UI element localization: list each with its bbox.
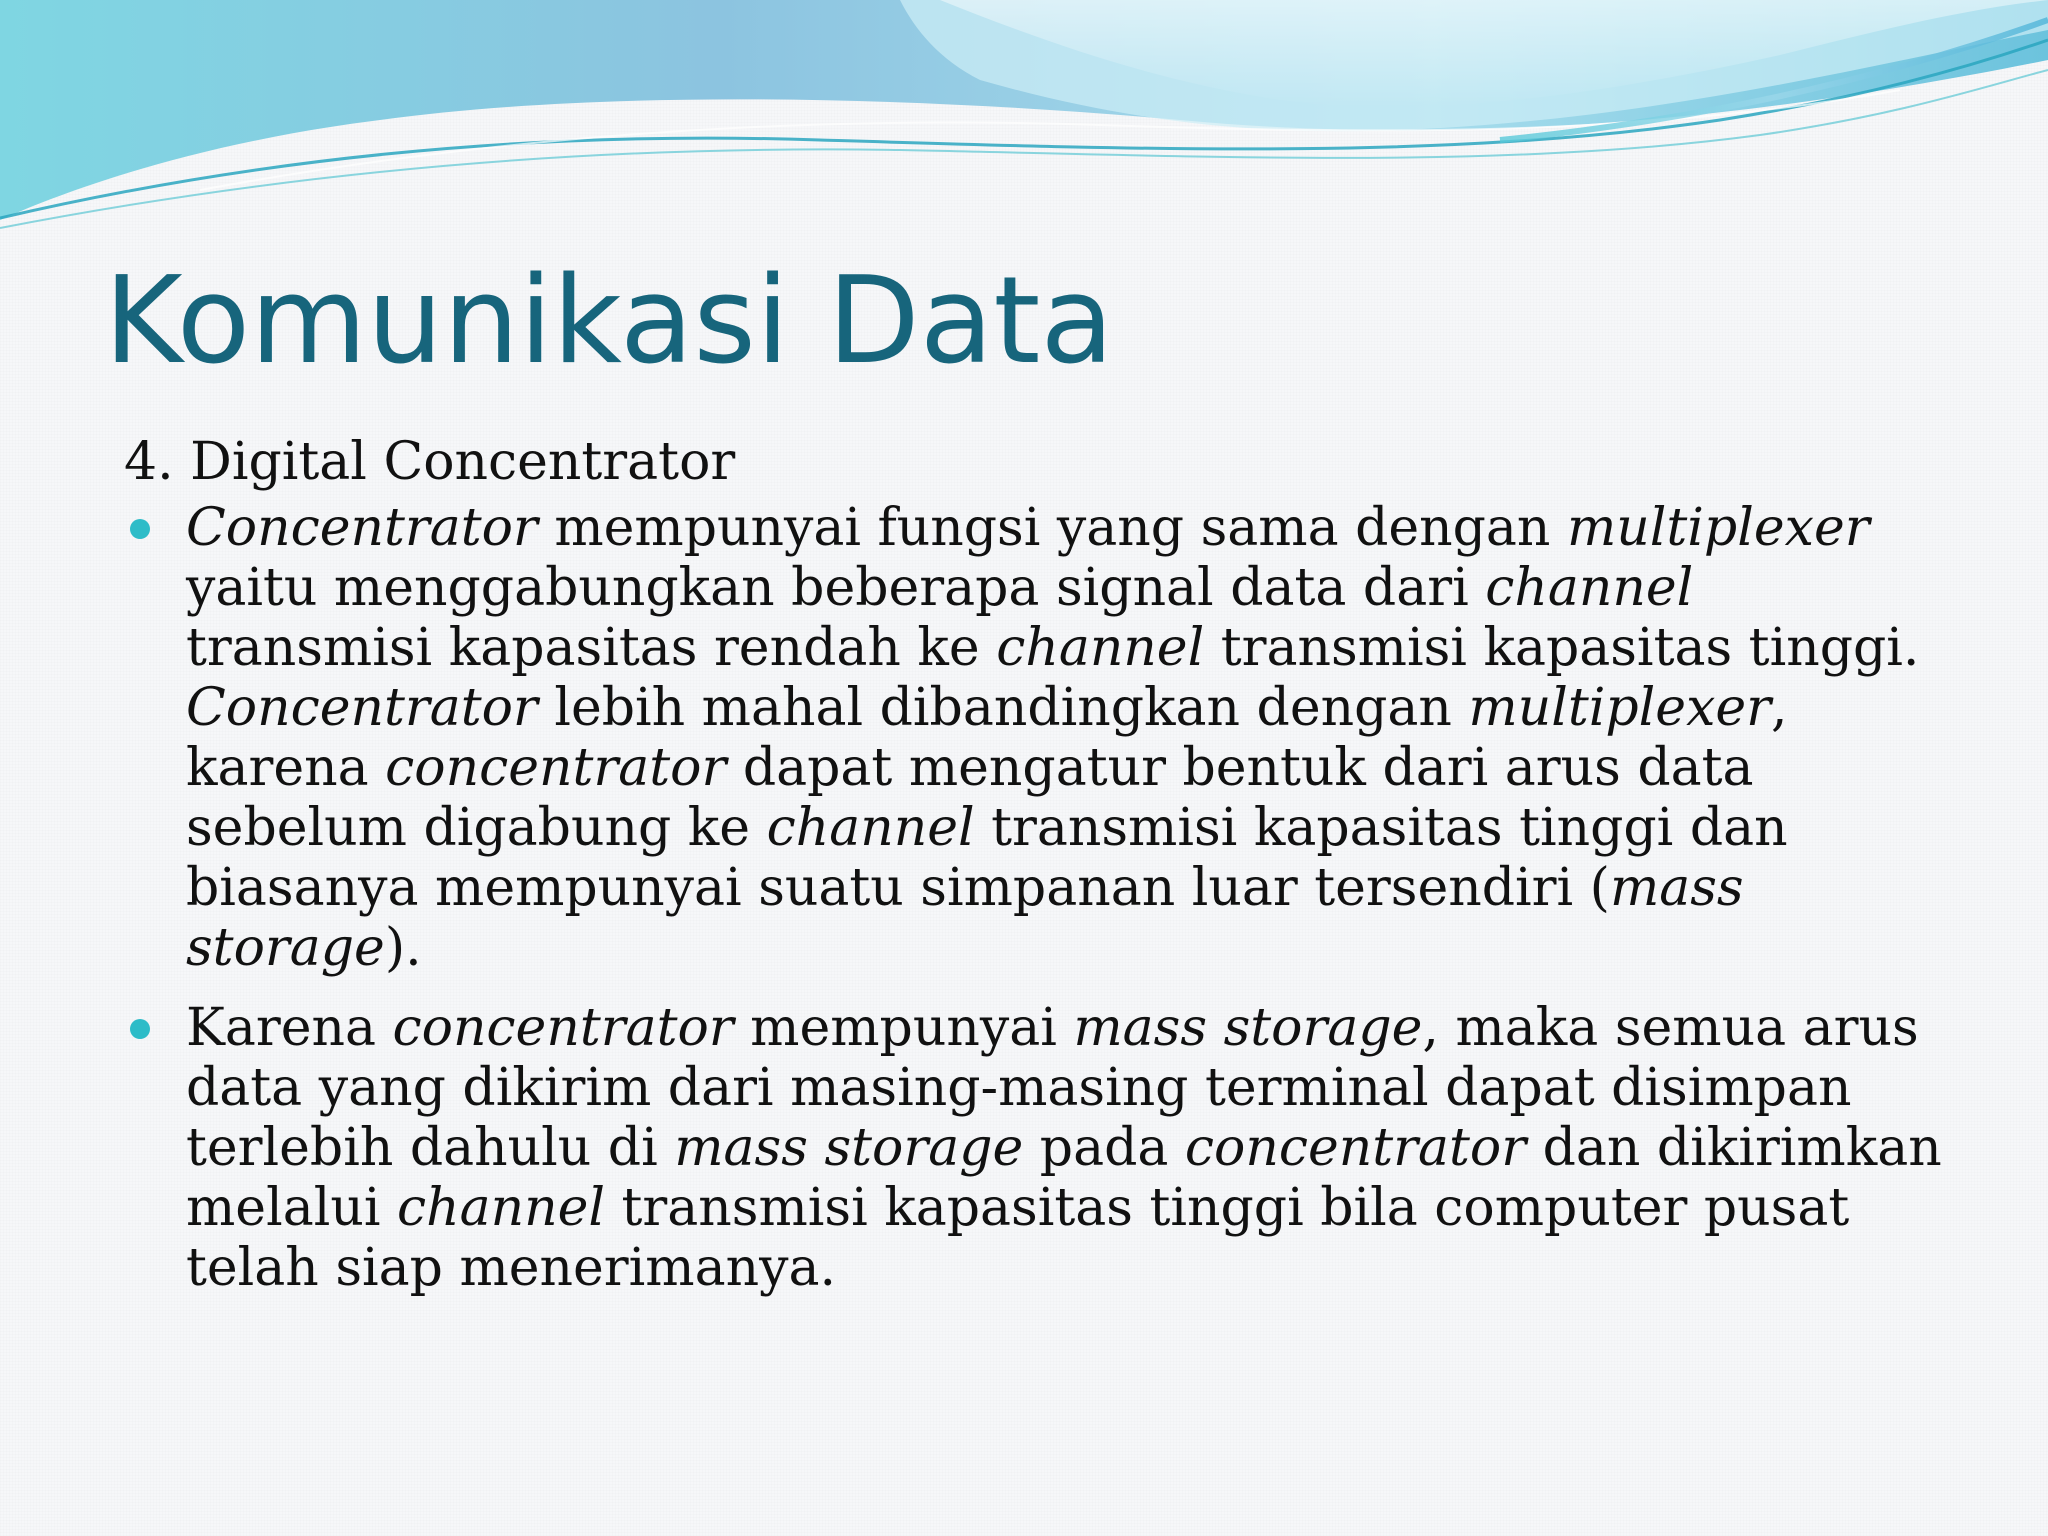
bullet-text [186, 498, 1944, 978]
bullet-item [124, 998, 1944, 1298]
bullet-segment: ). [384, 918, 422, 978]
bullet-segment: channel [996, 618, 1205, 678]
bullet-segment: pada [1023, 1118, 1185, 1178]
bullet-segment: dan dikirimkan melalui [186, 1118, 1942, 1238]
bullet-segment: concentrator [392, 998, 734, 1058]
bullet-segment: multiplexer [1566, 498, 1870, 558]
bullet-segment: yaitu menggabungkan beberapa signal data dari [186, 558, 1486, 618]
bullet-segment: channel [1485, 558, 1694, 618]
bullet-segment: lebih mahal dibandingkan dengan [537, 678, 1469, 738]
bullet-segment: concentrator [1184, 1118, 1527, 1178]
slide-title: Komunikasi Data [104, 252, 1114, 391]
bullet-segment: mempunyai [733, 998, 1074, 1058]
bullet-segment: transmisi kapasitas rendah ke [186, 618, 997, 678]
bullet-item [124, 498, 1944, 978]
bullet-segment: transmisi kapasitas tinggi. [1204, 618, 1920, 678]
bullet-dot-icon [130, 1019, 150, 1039]
bullet-segment: multiplexer [1468, 678, 1772, 738]
bullet-segment: transmisi kapasitas tinggi dan biasanya mempunyai suatu simpanan luar tersendiri ( [186, 798, 1788, 918]
bullet-dot-icon [130, 519, 150, 539]
bullet-segment: channel [766, 798, 975, 858]
bullet-segment: dapat mengatur bentuk dari arus data sebelum digabung ke [186, 738, 1754, 858]
bullet-segment: transmisi kapasitas tinggi bila computer pusat telah siap menerimanya. [186, 1178, 1850, 1298]
bullet-text [186, 998, 1944, 1298]
bullet-segment: mass storage [674, 1118, 1024, 1178]
bullet-segment: mass storage [186, 858, 1744, 978]
bullet-segment: Concentrator [186, 498, 538, 558]
subheading: 4. Digital Concentrator [124, 432, 736, 492]
bullet-segment: Karena [186, 998, 393, 1058]
wave-decoration-icon [0, 0, 2048, 260]
bullet-segment: , karena [186, 678, 1788, 798]
bullet-segment: mempunyai fungsi yang sama dengan [537, 498, 1567, 558]
bullet-segment: , maka semua arus data yang dikirim dari masing-masing terminal dapat disimpan terlebih dahulu di [186, 998, 1919, 1178]
bullet-segment: concentrator [385, 738, 727, 798]
slide-content [124, 432, 1944, 1298]
bullet-segment: mass storage [1073, 998, 1423, 1058]
bullet-segment: channel [397, 1178, 605, 1238]
bullet-segment: Concentrator [186, 678, 538, 738]
